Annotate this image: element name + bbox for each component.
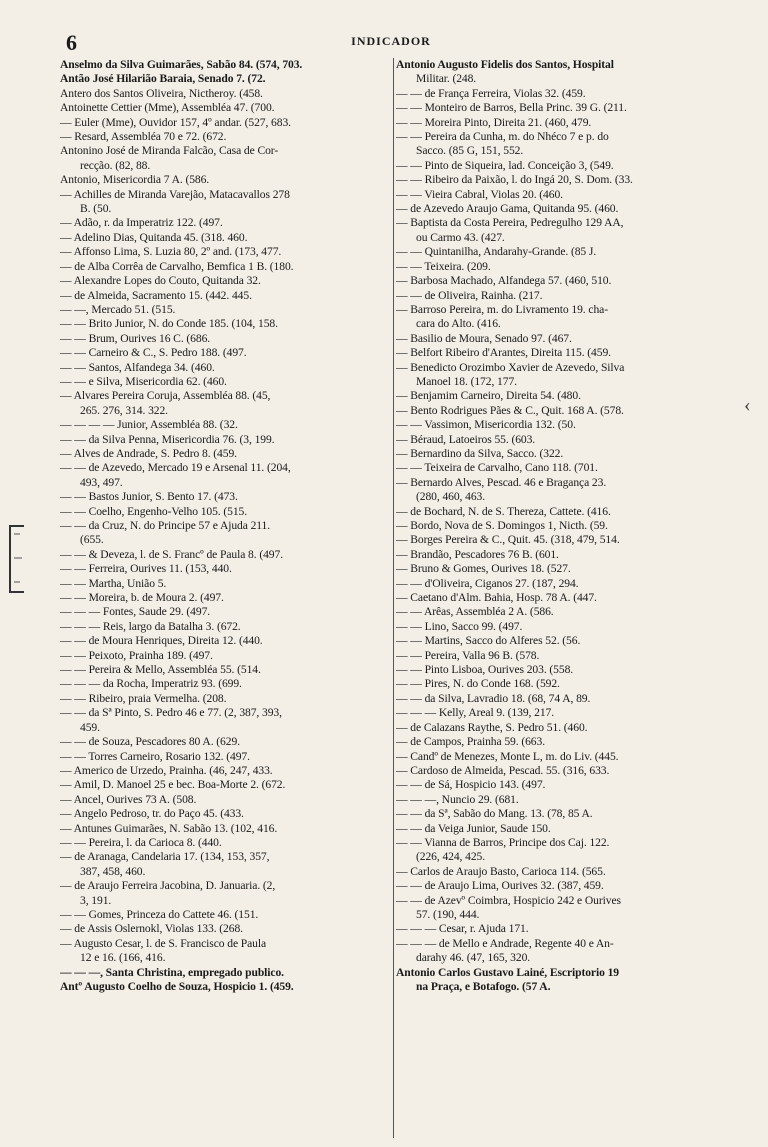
directory-entry-line: — — Pinto Lisboa, Ourives 203. (558. (396, 663, 574, 677)
directory-entry-line: — Euler (Mme), Ouvidor 157, 4º andar. (527, 683. (60, 115, 291, 129)
directory-entry-line: — Barroso Pereira, m. do Livramento 19. cha- (396, 302, 608, 316)
directory-entry-line: — Resard, Assembléa 70 e 72. (672. (60, 130, 227, 144)
directory-entry-line: — Achilles de Miranda Varejão, Matacavallos 278 (60, 187, 290, 201)
directory-entry-line: — de Assis Oslernokl, Violas 133. (268. (60, 922, 243, 936)
directory-entry-line: — — Moreira, b. de Moura 2. (497. (60, 591, 224, 605)
directory-entry-line: — — Teixeira de Carvalho, Cano 118. (701. (396, 461, 598, 475)
directory-entry-line: — — Ribeiro, praia Vermelha. (208. (60, 691, 227, 705)
directory-entry-line: Antoinette Cettier (Mme), Assembléa 47. (700. (60, 101, 275, 115)
directory-entry-line: — Carlos de Araujo Basto, Carioca 114. (565. (396, 864, 606, 878)
directory-entry-line: — — Lino, Sacco 99. (497. (396, 619, 523, 633)
directory-entry-line: — Béraud, Latoeiros 55. (603. (396, 432, 536, 446)
directory-entry-line: — — Peixoto, Prainha 189. (497. (60, 648, 213, 662)
directory-entry-line: — — Martins, Sacco do Alferes 52. (56. (396, 634, 581, 648)
directory-entry-line: — Adelino Dias, Quitanda 45. (318. 460. (60, 230, 248, 244)
directory-entry-line: — — de Oliveira, Rainha. (217. (396, 288, 543, 302)
directory-entry-line: — — Pinto de Siqueira, lad. Conceição 3, (549. (396, 158, 614, 172)
directory-entry-line: — de Aranaga, Candelaria 17. (134, 153, 357, (60, 850, 270, 864)
directory-entry-line: recção. (82, 88. (80, 158, 151, 172)
directory-entry-line: darahy 46. (47, 165, 320. (416, 951, 531, 965)
directory-entry-line: — — da Veiga Junior, Saude 150. (396, 821, 551, 835)
directory-entry-line: — — Bastos Junior, S. Bento 17. (473. (60, 490, 238, 504)
directory-entry-line: — — Quintanilha, Andarahy-Grande. (85 J. (396, 245, 597, 259)
directory-entry-line: — Adão, r. da Imperatriz 122. (497. (60, 216, 223, 230)
directory-entry-line: — Alexandre Lopes do Couto, Quitanda 32. (60, 274, 261, 288)
directory-entry-line: — — da Silva Penna, Misericordia 76. (3, 199. (60, 432, 275, 446)
directory-entry-line: — Basilio de Moura, Senado 97. (467. (396, 331, 572, 345)
directory-entry-line: — Ancel, Ourives 73 A. (508. (60, 792, 197, 806)
directory-entry-line: — — da Cruz, N. do Principe 57 e Ajuda 211. (60, 519, 271, 532)
directory-entry-line: (655. (80, 533, 104, 547)
directory-entry-line: 459. (80, 720, 100, 734)
directory-entry-line: — — Torres Carneiro, Rosario 132. (497. (60, 749, 250, 763)
directory-entry-line: — — Carneiro & C., S. Pedro 188. (497. (60, 346, 247, 360)
directory-entry-line: — Alves de Andrade, S. Pedro 8. (459. (60, 446, 237, 460)
directory-entry-line: 265. 276, 314. 322. (80, 403, 168, 417)
directory-entry-line: — — da Sª Pinto, S. Pedro 46 e 77. (2, 387, 393, (60, 706, 282, 720)
directory-entry-line: Antonio Carlos Gustavo Lainé, Escriptorio 19 (396, 965, 619, 979)
directory-entry-line: Antonio, Misericordia 7 A. (586. (60, 173, 210, 187)
directory-entry-line: B. (50. (80, 202, 112, 216)
directory-entry-line: — Augusto Cesar, l. de S. Francisco de Paula (60, 936, 267, 950)
directory-entry-line: — Borges Pereira & C., Quit. 45. (318, 479, 514. (396, 533, 620, 547)
directory-entry-line: cara do Alto. (416. (416, 317, 501, 331)
directory-entry-line: (226, 424, 425. (416, 850, 486, 864)
directory-entry-line: — Benedicto Orozimbo Xavier de Azevedo, Silva (396, 360, 625, 374)
directory-entry-line: — — Teixeira. (209. (396, 259, 491, 273)
directory-entry-line: — — Ferreira, Ourives 11. (153, 440. (60, 562, 232, 576)
left-column (60, 58, 392, 1138)
directory-entry-line: — — Brum, Ourives 16 C. (686. (60, 331, 211, 345)
directory-entry-line: — Americo de Urzedo, Prainha. (46, 247, 433. (60, 763, 273, 777)
directory-entry-line: Antonino José de Miranda Falcão, Casa de Cor- (60, 144, 279, 158)
directory-entry-line: — — Pereira, Valla 96 B. (578. (396, 648, 540, 662)
directory-entry-line: — Baptista da Costa Pereira, Pedregulho 129 AA, (396, 216, 624, 230)
directory-entry-line: 57. (190, 444. (416, 907, 480, 921)
page-header (66, 30, 716, 56)
directory-entry-line: — — da Sª, Sabão do Mang. 13. (78, 85 A. (396, 807, 593, 821)
directory-entry-line: — — — da Rocha, Imperatriz 93. (699. (60, 677, 242, 691)
directory-entry-line: — — d'Oliveira, Ciganos 27. (187, 294. (396, 576, 579, 590)
directory-entry-line: — — Vieira Cabral, Violas 20. (460. (396, 187, 563, 201)
directory-entry-line: — — de Moura Henriques, Direita 12. (440. (60, 634, 263, 648)
directory-entry-line: — — de Araujo Lima, Ourives 32. (387, 459. (396, 879, 604, 893)
directory-entry-line: — — — de Mello e Andrade, Regente 40 e An- (396, 936, 614, 950)
directory-entry-line: Antão José Hilarião Baraia, Senado 7. (72. (60, 72, 266, 86)
directory-entry-line: — Angelo Pedroso, tr. do Paço 45. (433. (60, 807, 244, 821)
directory-entry-line: — —, Mercado 51. (515. (60, 302, 176, 316)
directory-entry-line: — — de França Ferreira, Violas 32. (459. (396, 86, 586, 100)
directory-entry-line: — — Brito Junior, N. do Conde 185. (104, 158. (60, 317, 278, 331)
directory-entry-line: ou Carmo 43. (427. (416, 230, 505, 244)
directory-entry-line: — — — Fontes, Saude 29. (497. (60, 605, 211, 619)
directory-entry-line: — — Pereira da Cunha, m. do Nhéco 7 e p. do (396, 130, 609, 144)
directory-entry-line: — Bruno & Gomes, Ourives 18. (527. (396, 562, 571, 576)
directory-entry-line: — — & Deveza, l. de S. Francº de Paula 8. (497. (60, 547, 283, 561)
directory-entry-line: — Benjamim Carneiro, Direita 54. (480. (396, 389, 581, 403)
directory-entry-line: — — —, Santa Christina, empregado publico. (60, 965, 284, 979)
directory-entry-line: — — de Souza, Pescadores 80 A. (629. (60, 735, 240, 749)
directory-entry-line: — — —, Nuncio 29. (681. (396, 792, 519, 806)
directory-entry-line: — de Bochard, N. de S. Thereza, Cattete. (416. (396, 504, 611, 518)
directory-entry-line: — — — Kelly, Areal 9. (139, 217. (396, 706, 555, 720)
directory-entry-line: (280, 460, 463. (416, 490, 486, 504)
directory-entry-line: — Barbosa Machado, Alfandega 57. (460, 510. (396, 274, 612, 288)
directory-entry-line: — Affonso Lima, S. Luzia 80, 2º and. (173, 477. (60, 245, 282, 259)
directory-entry-line: — Cardoso de Almeida, Pescad. 55. (316, 633. (396, 763, 610, 777)
directory-entry-line: Sacco. (85 G, 151, 552. (416, 144, 524, 158)
directory-entry-line: — Caetano d'Alm. Bahia, Hosp. 78 A. (447. (396, 591, 597, 605)
directory-entry-line: — — e Silva, Misericordia 62. (460. (60, 374, 227, 388)
directory-entry-line: — — — Reis, largo da Batalha 3. (672. (60, 619, 241, 633)
directory-entry-line: — — Ribeiro da Paixão, l. do Ingá 20, S. Dom. (33. (396, 173, 633, 187)
directory-entry-line: — — Vassimon, Misericordia 132. (50. (396, 418, 576, 432)
column-divider (393, 58, 394, 1138)
directory-entry-line: na Praça, e Botafogo. (57 A. (416, 980, 551, 993)
directory-entry-line: Militar. (248. (416, 72, 477, 86)
directory-entry-line: — — Pereira, l. da Carioca 8. (440. (60, 835, 222, 849)
directory-entry-line: — — Arêas, Assembléa 2 A. (586. (396, 605, 554, 619)
directory-entry-line: — de Azevedo Araujo Gama, Quitanda 95. (460. (396, 202, 619, 216)
directory-entry-line: — de Calazans Raythe, S. Pedro 51. (460. (396, 720, 588, 734)
directory-entry-line: — — da Silva, Lavradio 18. (68, 74 A, 89. (396, 691, 591, 705)
directory-entry-line: — — de Azevº Coimbra, Hospicio 242 e Ourives (396, 893, 621, 907)
directory-entry-line: — Bernardo Alves, Pescad. 46 e Bragança 23. (396, 475, 607, 489)
directory-entry-line: Anselmo da Silva Guimarães, Sabão 84. (574, 703. (60, 58, 303, 71)
directory-entry-line: — — Moreira Pinto, Direita 21. (460, 479. (396, 115, 592, 129)
directory-entry-line: — — Vianna de Barros, Principe dos Caj. 122. (396, 835, 610, 849)
directory-entry-line: 387, 458, 460. (80, 864, 146, 878)
directory-entry-line: — Brandão, Pescadores 76 B. (601. (396, 547, 559, 561)
directory-entry-line: — de Araujo Ferreira Jacobina, D. Januaria. (2, (60, 879, 276, 893)
directory-entry-line: — Alvares Pereira Coruja, Assembléa 88. (45, (60, 389, 271, 403)
directory-entry-line: Antº Augusto Coelho de Souza, Hospicio 1. (459. (60, 980, 294, 993)
directory-entry-line: — — Martha, União 5. (60, 576, 167, 590)
page-number: 6 (66, 30, 77, 55)
directory-entry-line: — — de Sá, Hospicio 143. (497. (396, 778, 546, 792)
directory-entry-line: — — Coelho, Engenho-Velho 105. (515. (60, 504, 248, 518)
running-title: INDICADOR (351, 34, 431, 48)
directory-entry-line: — — de Azevedo, Mercado 19 e Arsenal 11. (204, (60, 461, 291, 475)
directory-entry-line: — Candº de Menezes, Monte L, m. do Liv. (445. (396, 749, 619, 763)
directory-entry-line: — — Pires, N. do Conde 168. (592. (396, 677, 560, 691)
margin-bracket-mark (4, 524, 28, 594)
directory-entry-line: Antonio Augusto Fidelis dos Santos, Hospital (396, 58, 614, 71)
directory-entry-line: — — — Cesar, r. Ajuda 171. (396, 922, 529, 936)
directory-entry-line: 3, 191. (80, 893, 112, 907)
directory-entry-line: 493, 497. (80, 475, 123, 489)
directory-entry-line: — Bordo, Nova de S. Domingos 1, Nicth. (59. (396, 519, 608, 532)
directory-entry-line: — de Alba Corrêa de Carvalho, Bemfica 1 B. (180. (60, 259, 294, 273)
directory-entry-line: — — Pereira & Mello, Assembléa 55. (514. (60, 663, 261, 677)
directory-entry-line: — — Gomes, Princeza do Cattete 46. (151. (60, 907, 259, 921)
directory-entry-line: — — Santos, Alfandega 34. (460. (60, 360, 215, 374)
directory-entry-line: 12 e 16. (166, 416. (80, 951, 166, 965)
directory-entry-line: — de Campos, Prainha 59. (663. (396, 735, 545, 749)
directory-entry-line: — — Monteiro de Barros, Bella Princ. 39 G. (211. (396, 101, 627, 115)
directory-entry-line: — de Almeida, Sacramento 15. (442. 445. (60, 288, 252, 302)
directory-entry-line: — Bento Rodrigues Pães & C., Quit. 168 A. (578. (396, 403, 624, 417)
directory-entry-line: — Bernardino da Silva, Sacco. (322. (396, 446, 564, 460)
directory-entry-line: Antero dos Santos Oliveira, Nictheroy. (458. (60, 86, 263, 100)
directory-entry-line: — Belfort Ribeiro d'Arantes, Direita 115. (459. (396, 346, 611, 360)
directory-entry-line: — Amil, D. Manoel 25 e bec. Boa-Morte 2. (672. (60, 778, 286, 792)
directory-entry-line: — — — — Junior, Assembléa 88. (32. (60, 418, 238, 432)
margin-tick-mark: ‹ (744, 394, 751, 416)
directory-entry-line: Manoel 18. (172, 177. (416, 374, 517, 388)
directory-entry-line: — Antunes Guimarães, N. Sabão 13. (102, 416. (60, 821, 278, 835)
right-column (396, 58, 732, 1138)
